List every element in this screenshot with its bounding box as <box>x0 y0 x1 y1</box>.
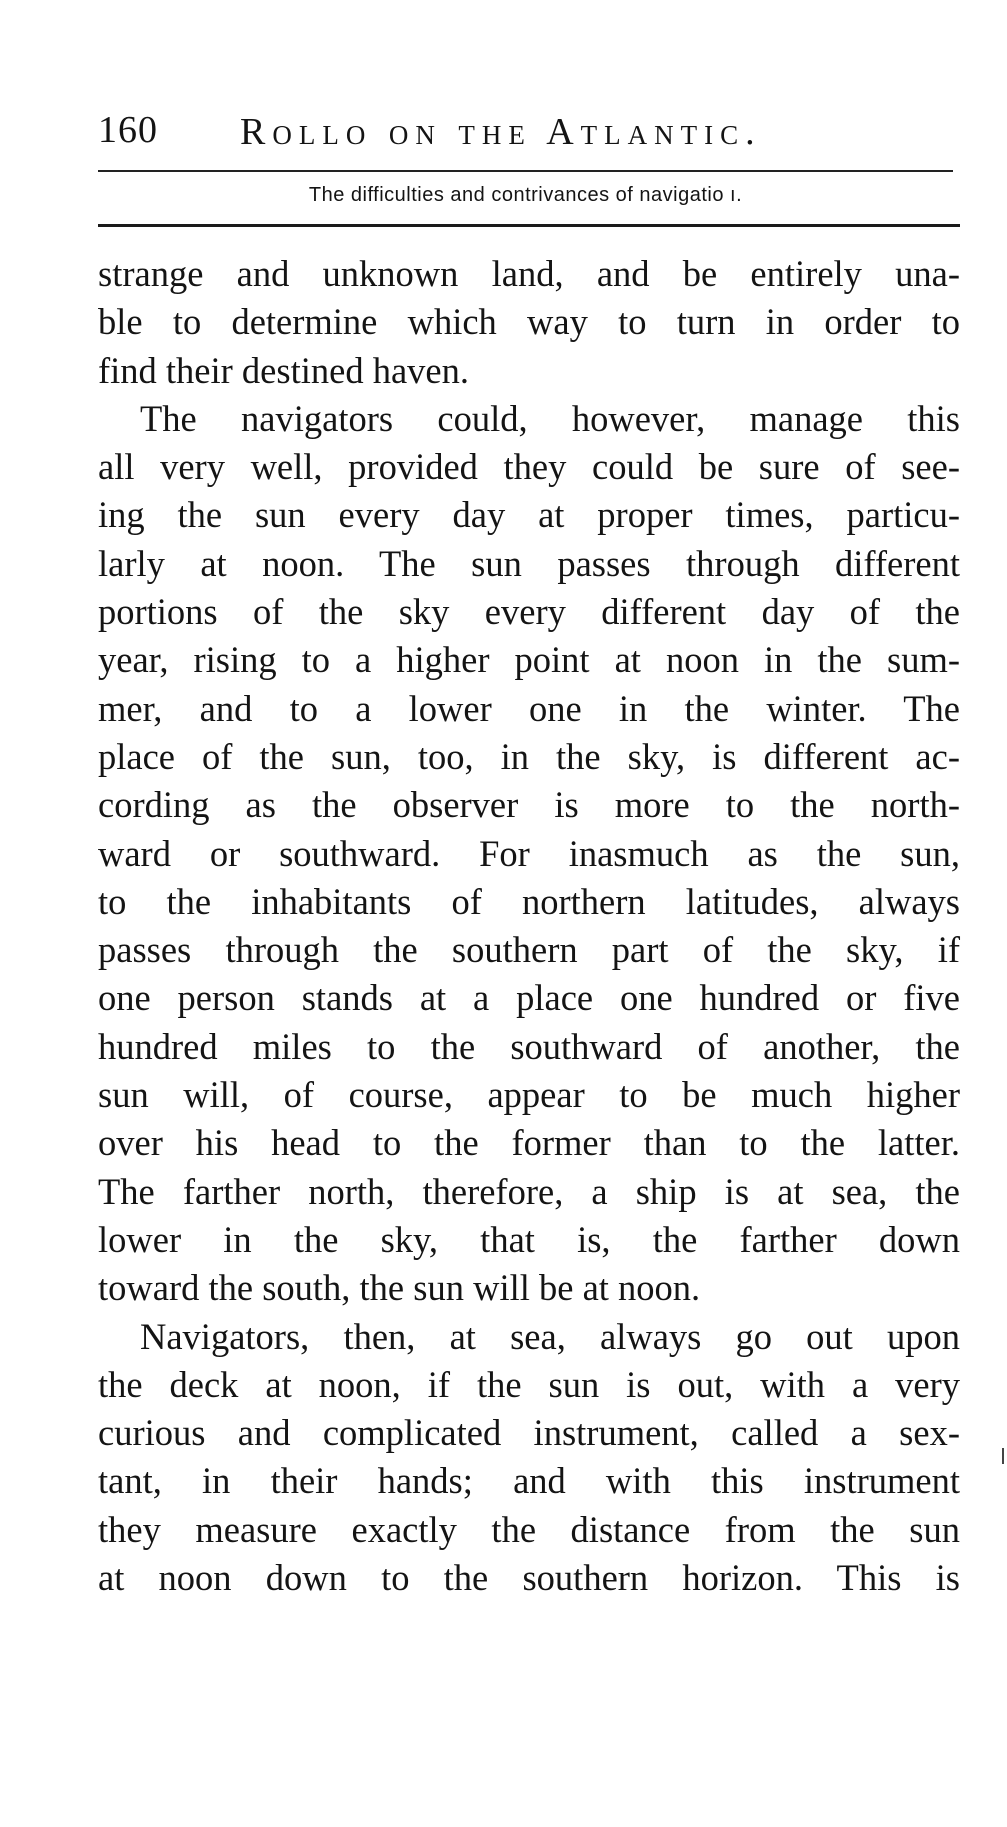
text-line: one person stands at a place one hundred or five <box>98 977 960 1019</box>
text-line: passes through the southern part of the sky, if <box>98 929 960 971</box>
text-line: curious and complicated instrument, called a sex- <box>98 1412 960 1454</box>
header-rule-top <box>98 170 953 172</box>
text-line: to the inhabitants of northern latitudes, always <box>98 880 960 922</box>
book-title: Rollo on the Atlantic. <box>240 111 762 153</box>
chapter-subheading: The difficulties and contrivances of navigatio ı. <box>308 184 743 206</box>
margin-mark <box>1002 1448 1004 1464</box>
text-line: at noon down to the southern horizon. This is <box>98 1557 960 1599</box>
text-line: all very well, provided they could be sure of see- <box>98 446 960 488</box>
text-line: they measure exactly the distance from the sun <box>98 1508 960 1550</box>
text-line: cording as the observer is more to the north- <box>98 784 960 826</box>
header-rule-bottom <box>98 224 960 227</box>
text-line: place of the sun, too, in the sky, is different ac- <box>98 735 960 777</box>
text-line: ward or southward. For inasmuch as the sun, <box>98 832 960 874</box>
text-line: over his head to the former than to the latter. <box>98 1122 960 1164</box>
text-line: larly at noon. The sun passes through different <box>98 542 960 584</box>
text-line: lower in the sky, that is, the farther down <box>98 1218 960 1260</box>
text-line: The farther north, therefore, a ship is at sea, the <box>98 1170 960 1212</box>
text-line: Navigators, then, at sea, always go out upon <box>140 1315 960 1357</box>
text-line: toward the south, the sun will be at noon. <box>98 1267 701 1309</box>
text-line: strange and unknown land, and be entirely una- <box>98 253 960 294</box>
text-line: ble to determine which way to turn in order to <box>98 301 960 343</box>
text-line: find their destined haven. <box>98 349 469 391</box>
running-head <box>98 108 958 152</box>
text-line: ing the sun every day at proper times, particu- <box>98 494 960 536</box>
page-number: 160 <box>98 109 158 151</box>
text-line: the deck at noon, if the sun is out, with a very <box>98 1363 960 1405</box>
text-line: year, rising to a higher point at noon in the sum- <box>98 639 960 681</box>
text-line: mer, and to a lower one in the winter. The <box>98 687 960 729</box>
text-line: sun will, of course, appear to be much higher <box>98 1074 960 1116</box>
text-line: hundred miles to the southward of another, the <box>98 1025 960 1067</box>
body-text <box>98 250 960 1602</box>
text-line: portions of the sky every different day of the <box>98 591 960 633</box>
text-line: The navigators could, however, manage this <box>140 397 960 439</box>
text-line: tant, in their hands; and with this instrument <box>98 1460 960 1502</box>
